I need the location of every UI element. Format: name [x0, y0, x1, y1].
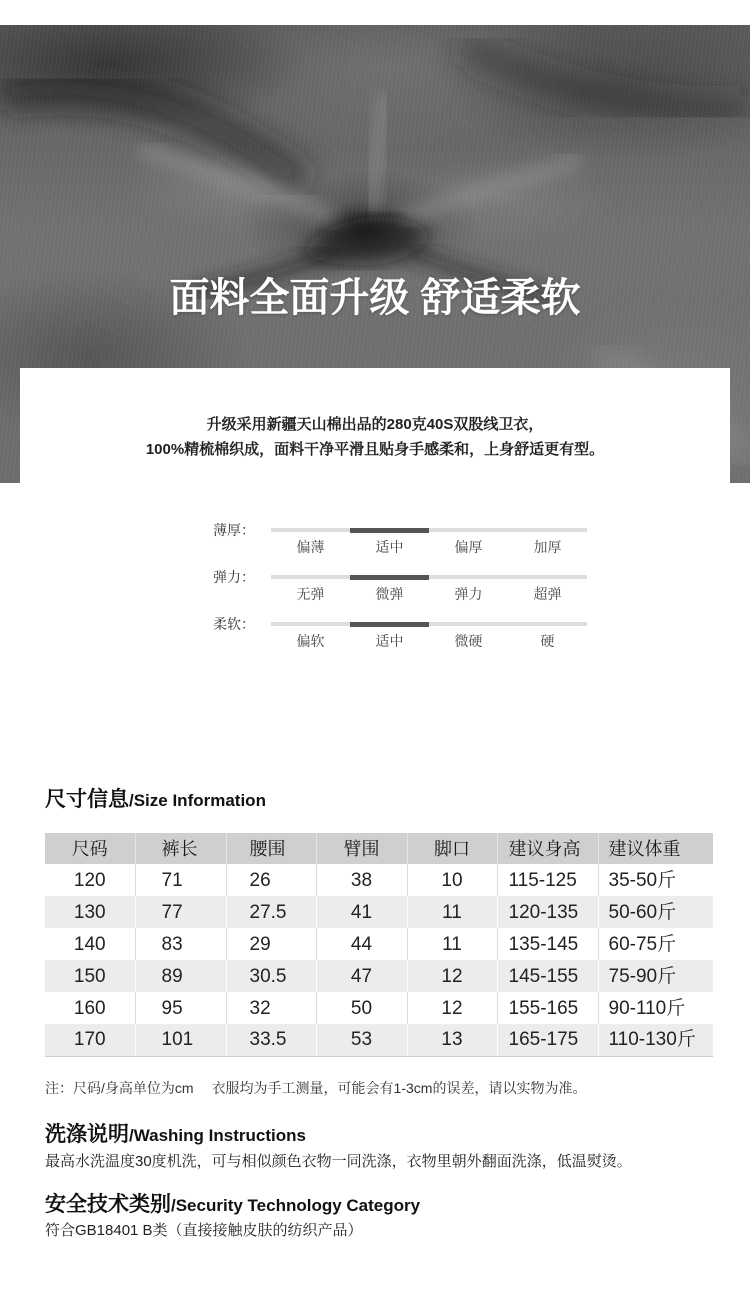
size-table-cell: 12 [407, 992, 497, 1024]
attribute-options [271, 585, 587, 603]
attribute-option-label: 偏软 [296, 633, 325, 649]
fabric-fold [0, 88, 305, 185]
size-table-cell: 50 [316, 992, 407, 1024]
size-table-row [45, 896, 713, 928]
size-table-cell: 83 [135, 928, 226, 960]
size-table-cell: 41 [316, 896, 407, 928]
attribute-row [0, 615, 750, 651]
attribute-option-label: 无弹 [296, 586, 325, 602]
attribute-option-label: 偏厚 [454, 539, 483, 555]
size-table-row [45, 960, 713, 992]
security-text: 符合GB18401 B类（直接接触皮肤的纺织产品） [45, 1222, 363, 1239]
size-table-cell: 11 [407, 928, 497, 960]
size-table-row [45, 864, 713, 896]
attribute-label: 弹力： [213, 569, 255, 585]
size-table [45, 833, 713, 1057]
size-table-cell: 165-175 [497, 1024, 598, 1056]
attribute-label: 薄厚： [213, 522, 255, 538]
attribute-option-label: 弹力 [454, 586, 483, 602]
scale-segment [508, 622, 587, 626]
size-table-cell: 33.5 [226, 1024, 316, 1056]
size-table-cell: 130 [45, 896, 135, 928]
attribute-option-label: 微硬 [454, 633, 483, 649]
intro-card [20, 368, 730, 493]
size-table-cell: 29 [226, 928, 316, 960]
hero-headline: 面料全面升级 舒适柔软 [169, 276, 581, 320]
attribute-row [0, 568, 750, 604]
size-table-cell: 12 [407, 960, 497, 992]
scale-segment [429, 622, 508, 626]
size-table-cell: 170 [45, 1024, 135, 1056]
size-section-title-en: /Size Information [129, 791, 266, 810]
size-table-cell: 75-90斤 [598, 960, 713, 992]
size-table-cell: 115-125 [497, 864, 598, 896]
size-table-cell: 11 [407, 896, 497, 928]
scale-segment-selected [350, 622, 429, 627]
scale-segment [271, 575, 350, 579]
size-table-header-cell: 脚口 [407, 833, 497, 864]
scale-segment [271, 528, 350, 532]
size-table-cell: 38 [316, 864, 407, 896]
size-table-cell: 160 [45, 992, 135, 1024]
scale-segment [271, 622, 350, 626]
size-table-cell: 120 [45, 864, 135, 896]
attribute-scale-bar [271, 574, 587, 580]
size-table-cell: 27.5 [226, 896, 316, 928]
size-table-cell: 140 [45, 928, 135, 960]
attribute-option-label: 适中 [375, 539, 404, 555]
attribute-option-label: 适中 [375, 633, 404, 649]
scale-segment-selected [350, 575, 429, 580]
size-table-header-cell: 臂围 [316, 833, 407, 864]
size-table-cell: 35-50斤 [608, 869, 677, 891]
attribute-row [0, 521, 750, 557]
size-table-cell: 95 [135, 992, 226, 1024]
attribute-option-label: 超弹 [533, 586, 562, 602]
size-table-cell: 135-145 [497, 928, 598, 960]
size-table-cell: 101 [135, 1024, 226, 1056]
fabric-fold [370, 95, 385, 213]
size-table-cell: 77 [135, 896, 226, 928]
size-table-head [45, 833, 713, 864]
size-table-cell: 110-130斤 [598, 1024, 713, 1056]
attribute-option-label: 硬 [540, 633, 555, 649]
size-table-cell: 26 [226, 864, 316, 896]
scale-segment [508, 575, 587, 579]
size-table-row [45, 992, 713, 1024]
size-table-cell: 53 [316, 1024, 407, 1056]
scale-segment [429, 528, 508, 532]
fabric-fold [402, 160, 580, 221]
size-table-header-cell: 建议身高 [497, 833, 598, 864]
intro-line-2: 100%精梳棉织成，面料干净平滑且贴身手感柔和，上身舒适更有型。 [145, 441, 605, 458]
size-table-header-row [45, 833, 713, 864]
attribute-scale-bar [271, 621, 587, 627]
attribute-option-label: 微弹 [375, 586, 404, 602]
size-table-cell: 71 [135, 864, 226, 896]
size-table-cell: 145-155 [497, 960, 598, 992]
size-table-row [45, 1024, 713, 1056]
size-table-cell: 89 [135, 960, 226, 992]
size-table-header-cell: 腰围 [226, 833, 316, 864]
size-table-header-cell: 建议体重 [598, 833, 713, 864]
size-table-cell: 44 [316, 928, 407, 960]
measurement-note-unit: 注：尺码/身高单位为cm [45, 1080, 194, 1096]
attribute-scale-bar [271, 527, 587, 533]
washing-title-cn: 洗涤说明 [45, 1123, 129, 1146]
washing-title [45, 1122, 306, 1150]
attribute-option-label: 加厚 [533, 539, 562, 555]
size-table-cell: 120-135 [497, 896, 598, 928]
measurement-note [45, 1078, 586, 1098]
attribute-label: 柔软： [213, 616, 255, 632]
size-table-cell: 10 [407, 864, 497, 896]
washing-title-en: /Washing Instructions [129, 1126, 306, 1145]
fabric-fold [460, 45, 750, 111]
size-table-cell: 32 [226, 992, 316, 1024]
security-title [45, 1192, 420, 1220]
size-table-cell: 13 [407, 1024, 497, 1056]
security-title-cn: 安全技术类别 [45, 1193, 171, 1216]
size-table-cell: 150 [45, 960, 135, 992]
washing-text: 最高水洗温度30度机洗，可与相似颜色衣物一同洗涤，衣物里朝外翻面洗涤，低温熨烫。 [45, 1153, 632, 1170]
size-section-title [45, 787, 266, 815]
size-table-cell: 50-60斤 [598, 896, 713, 928]
intro-line-1: 升级采用新疆天山棉出品的280克40S双股线卫衣， [206, 416, 544, 433]
size-table-cell: 90-110斤 [608, 997, 686, 1019]
scale-segment [429, 575, 508, 579]
fabric-fold [140, 150, 338, 223]
size-table-row [45, 928, 713, 960]
measurement-note-error: 衣服均为手工测量，可能会有1-3cm的误差，请以实物为准。 [211, 1080, 587, 1096]
size-section-title-cn: 尺寸信息 [45, 788, 129, 811]
attribute-options [271, 632, 587, 650]
size-table-cell: 30.5 [226, 960, 316, 992]
size-table-cell: 60-75斤 [608, 933, 677, 955]
size-table-body [45, 864, 713, 1056]
size-table-header-cell: 裤长 [135, 833, 226, 864]
attribute-option-label: 偏薄 [296, 539, 325, 555]
size-table-cell: 47 [316, 960, 407, 992]
attribute-options [271, 538, 587, 556]
size-table-cell: 155-165 [497, 992, 598, 1024]
scale-segment-selected [350, 528, 429, 533]
scale-segment [508, 528, 587, 532]
size-table-header-cell: 尺码 [45, 833, 135, 864]
security-title-en: /Security Technology Category [171, 1196, 421, 1215]
